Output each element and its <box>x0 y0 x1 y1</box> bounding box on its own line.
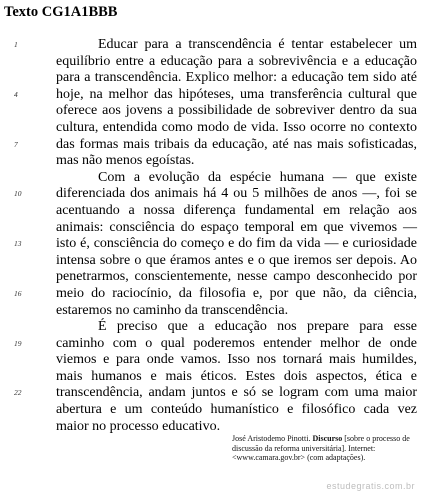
line-text: Com a evolução da espécie humana — que existe <box>98 169 417 185</box>
line-number: 13 <box>14 239 22 249</box>
text-line <box>0 286 423 303</box>
text-line <box>0 402 423 419</box>
text-line <box>0 87 423 104</box>
line-text: mas não menos egoístas. <box>56 153 195 169</box>
text-line <box>0 269 423 286</box>
text-line <box>0 385 423 402</box>
text-title: Texto CG1A1BBB <box>4 4 118 20</box>
line-number: 10 <box>14 189 22 199</box>
line-text: Educar para a transcendência é tentar estabelecer um <box>98 37 417 52</box>
line-text: cultura, entendida como modo de vida. Isso ocorre no contexto <box>56 119 417 135</box>
line-text: penetrarmos, conscientemente, nesse campo desconhecido por <box>56 269 417 285</box>
line-text: transcendência, andam juntos e só se logram com uma maior <box>56 385 417 401</box>
line-text: caminho com o qual poderemos entender melhor de onde <box>56 335 417 351</box>
line-text: mais humanos e mais éticos. Estes dois aspectos, ética e <box>56 368 417 384</box>
text-body <box>0 37 423 435</box>
line-text: isto é, consciência do começo e do fim da vida — e curiosidade <box>56 236 417 252</box>
text-line <box>0 253 423 270</box>
text-line <box>0 186 423 203</box>
line-text: animais: consciência do espaço temporal em que vivemos — <box>56 219 417 235</box>
line-number: 4 <box>14 89 18 99</box>
text-line <box>0 103 423 120</box>
line-text: acentuando a nossa diferença fundamental em relação aos <box>56 202 417 218</box>
text-line <box>0 70 423 87</box>
text-line <box>0 369 423 386</box>
text-line <box>0 220 423 237</box>
text-line <box>0 137 423 154</box>
line-text: abertura e um conteúdo humanístico e filosófico cada vez <box>56 402 417 418</box>
line-text: das formas mais tribais da educação, até nas mais sofisticadas, <box>56 136 417 152</box>
text-line <box>0 170 423 187</box>
text-line <box>0 120 423 137</box>
watermark: estudegratis.com.br <box>326 481 415 491</box>
line-text: estaremos no caminho da transcendência. <box>56 302 289 318</box>
line-number: 16 <box>14 288 22 298</box>
source-author: José Aristodemo Pinotti. <box>232 434 311 443</box>
text-line <box>0 303 423 320</box>
line-text: diferenciada dos animais há 4 ou 5 milhões de anos —, foi se <box>56 186 417 202</box>
text-line <box>0 352 423 369</box>
line-text: oferece aos jovens a possibilidade de sobreviver dentro da sua <box>56 103 417 119</box>
line-text: para a transcendência. Explico melhor: a educação tem sido até <box>56 70 417 86</box>
source-title: Discurso <box>312 434 343 443</box>
line-text: hoje, na melhor das hipóteses, uma transferência cultural que <box>56 86 417 102</box>
source-citation <box>232 434 418 463</box>
line-number: 19 <box>14 338 22 348</box>
text-line <box>0 54 423 71</box>
line-number: 7 <box>14 139 18 149</box>
text-line <box>0 319 423 336</box>
line-text: maior no processo educativo. <box>56 418 221 434</box>
line-text: intensa sobre o que éramos antes e o que iremos ser depois. Ao <box>56 252 417 268</box>
text-line <box>0 153 423 170</box>
line-text: viemos e para onde vamos. Isso nos tornará mais humildes, <box>56 352 417 368</box>
text-line <box>0 236 423 253</box>
text-line <box>0 336 423 353</box>
line-number: 1 <box>14 40 18 49</box>
text-line <box>0 203 423 220</box>
text-line <box>0 419 423 436</box>
line-text: É preciso que a educação nos prepare para esse <box>98 319 417 335</box>
line-text: meio do raciocínio, da filosofia e, por que não, da ciência, <box>56 285 417 301</box>
line-text: equilíbrio entre a educação para a sobrevivência e a educação <box>56 53 417 69</box>
text-line <box>0 37 423 54</box>
line-number: 22 <box>14 388 22 398</box>
source-details: [sobre o processo de discussão da reforma universitária]. Internet: <www.camara.gov.br> (com adaptações). <box>232 434 410 463</box>
